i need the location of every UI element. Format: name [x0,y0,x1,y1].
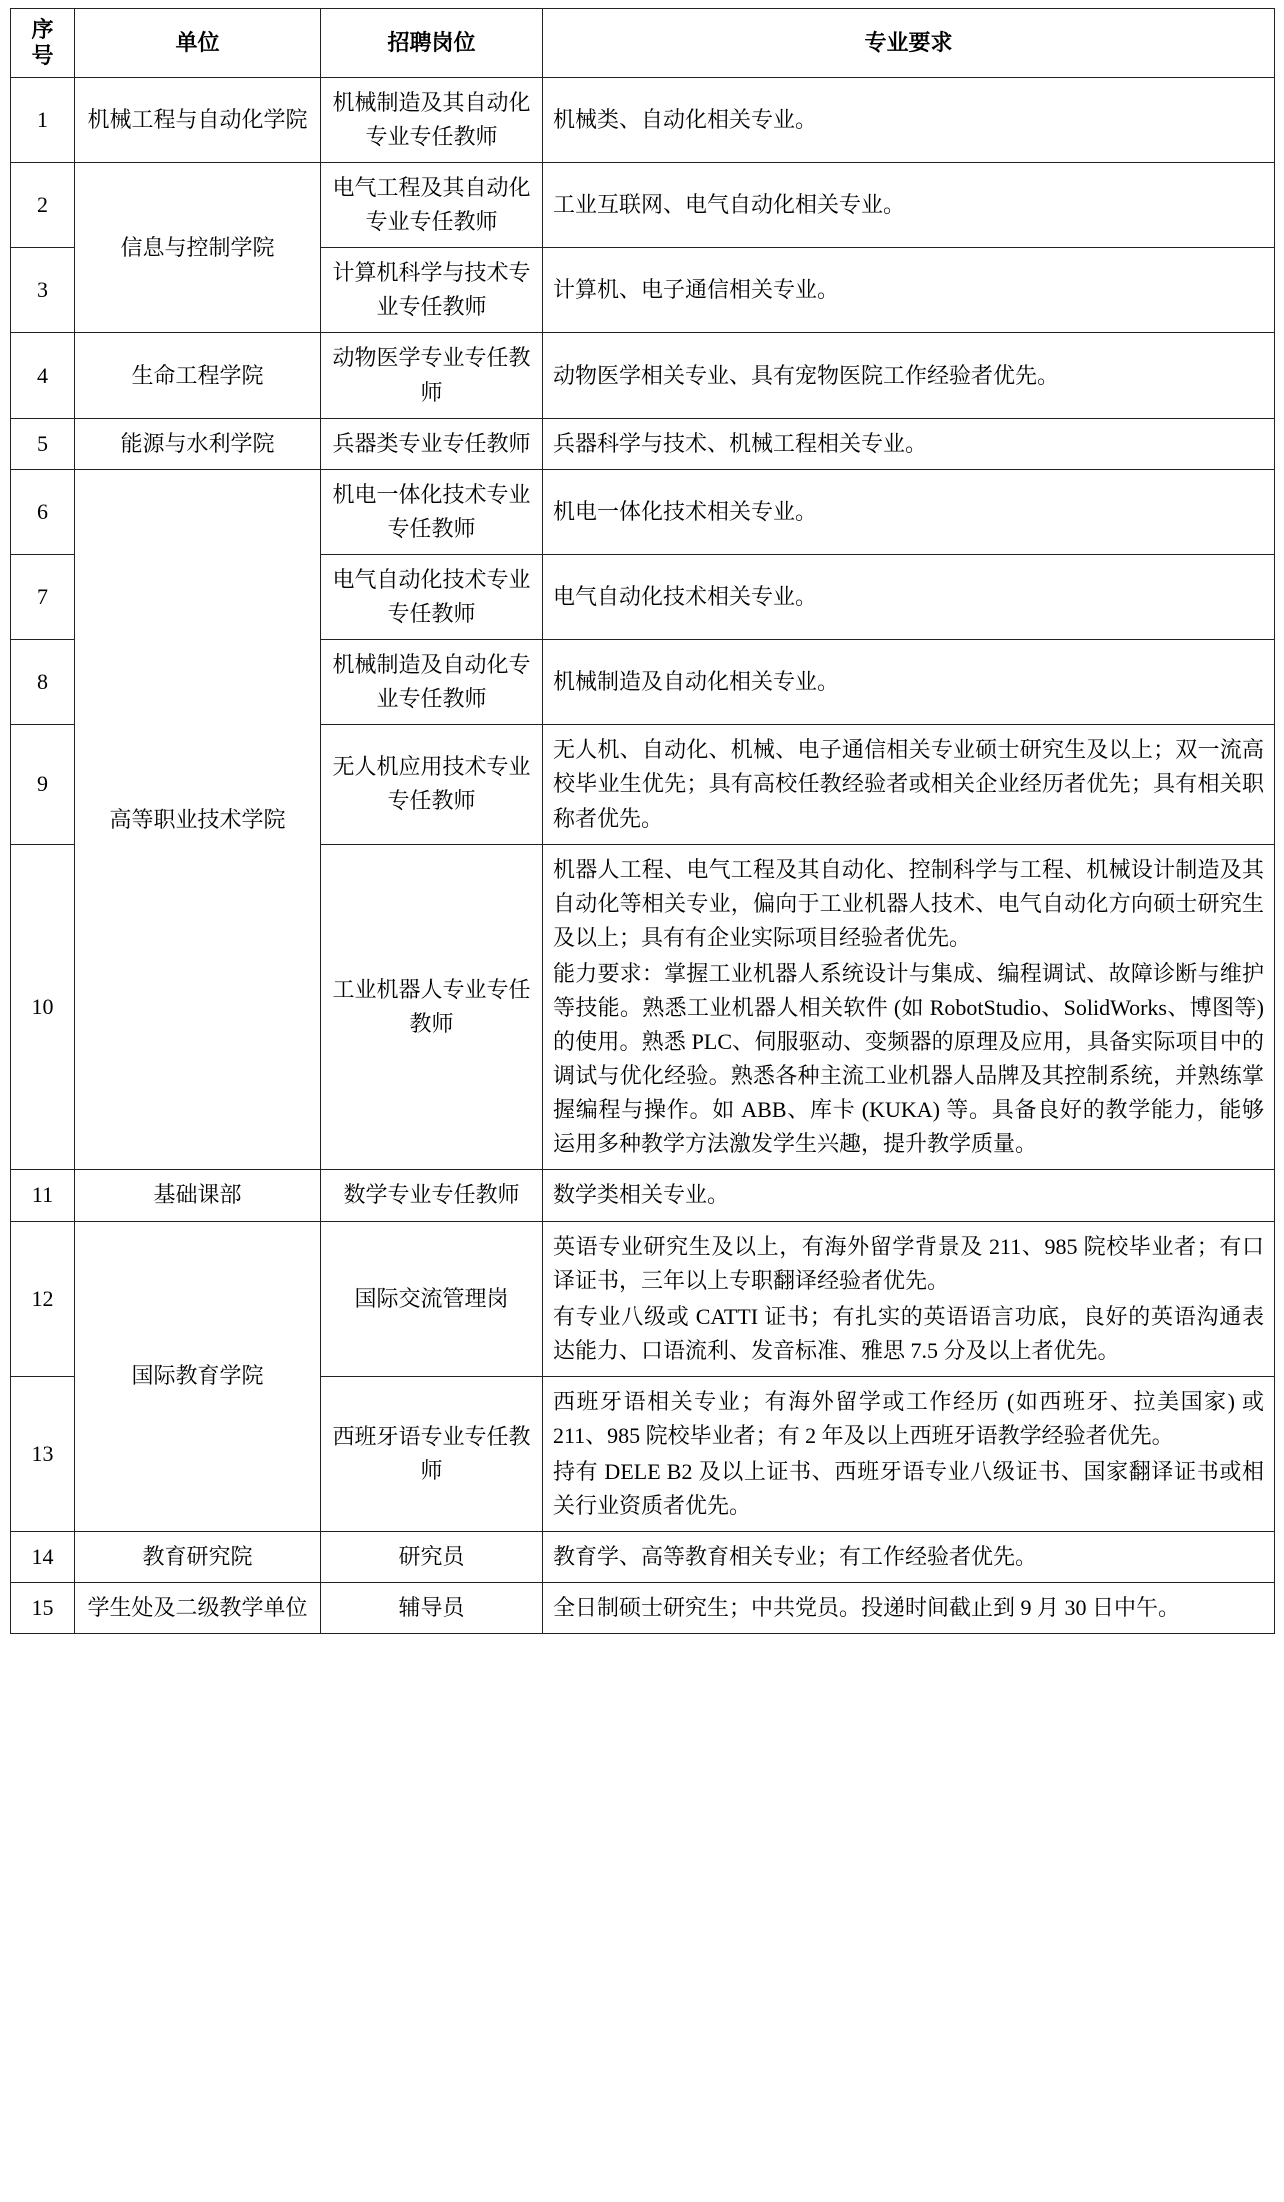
requirement-paragraph: 能力要求：掌握工业机器人系统设计与集成、编程调试、故障诊断与维护等技能。熟悉工业机器人相关软件 (如 RobotStudio、SolidWorks、博图等) 的使用。熟悉 PLC、伺服驱动、变频器的原理及应用，具备实际项目中的调试与优化经验。熟悉各种主流工业机器人品牌及其控制系统，并熟练掌握编程与操作。如 ABB、库卡 (KUKA) 等。具备良好的教学能力，能够运用多种教学方法激发学生兴趣，提升教学质量。 [553,960,1264,1157]
cell-requirement [543,1170,1275,1221]
cell-no: 10 [11,844,75,1170]
column-header-post: 招聘岗位 [321,9,543,78]
recruitment-table [10,8,1275,1634]
requirement-paragraph: 机械制造及自动化相关专业。 [553,669,840,695]
cell-no: 1 [11,77,75,162]
cell-post: 工业机器人专业专任教师 [321,844,543,1170]
cell-unit: 生命工程学院 [75,333,321,418]
cell-no: 2 [11,163,75,248]
requirement-paragraph: 教育学、高等教育相关专业；有工作经验者优先。 [553,1544,1038,1570]
cell-requirement [543,1532,1275,1583]
table-header [11,9,1275,78]
cell-requirement [543,844,1275,1170]
cell-post: 研究员 [321,1532,543,1583]
requirement-paragraph: 有专业八级或 CATTI 证书；有扎实的英语语言功底，良好的英语沟通表达能力、口语流利、发音标准、雅思 7.5 分及以上者优先。 [553,1303,1264,1363]
cell-requirement [543,469,1275,554]
cell-no: 14 [11,1532,75,1583]
cell-unit: 基础课部 [75,1170,321,1221]
cell-no: 7 [11,554,75,639]
requirement-paragraph: 动物医学相关专业、具有宠物医院工作经验者优先。 [553,362,1060,388]
cell-requirement [543,418,1275,469]
cell-unit: 机械工程与自动化学院 [75,77,321,162]
cell-requirement [543,1376,1275,1531]
cell-post: 动物医学专业专任教师 [321,333,543,418]
cell-requirement [543,725,1275,844]
table-header-row [11,9,1275,78]
table-row [11,418,1275,469]
cell-requirement [543,163,1275,248]
table-row [11,469,1275,554]
cell-post: 电气工程及其自动化专业专任教师 [321,163,543,248]
table-row [11,163,1275,248]
cell-post: 辅导员 [321,1583,543,1634]
requirement-paragraph: 持有 DELE B2 及以上证书、西班牙语专业八级证书、国家翻译证书或相关行业资质者优先。 [553,1459,1264,1519]
cell-no: 9 [11,725,75,844]
table-row [11,1221,1275,1376]
table-row [11,1583,1275,1634]
cell-no: 3 [11,248,75,333]
column-header-no-line1: 序 [31,17,54,42]
cell-post: 机械制造及其自动化专业专任教师 [321,77,543,162]
cell-no: 4 [11,333,75,418]
cell-post: 西班牙语专业专任教师 [321,1376,543,1531]
requirement-paragraph: 机器人工程、电气工程及其自动化、控制科学与工程、机械设计制造及其自动化等相关专业，偏向于工业机器人技术、电气自动化方向硕士研究生及以上；具有有企业实际项目经验者优先。 [553,856,1264,950]
cell-unit: 信息与控制学院 [75,163,321,333]
table-row [11,77,1275,162]
cell-requirement [543,333,1275,418]
requirement-paragraph: 机电一体化技术相关专业。 [553,498,818,524]
cell-unit: 高等职业技术学院 [75,469,321,1170]
table-row [11,1170,1275,1221]
cell-no: 12 [11,1221,75,1376]
cell-post: 机械制造及自动化专业专任教师 [321,640,543,725]
cell-no: 6 [11,469,75,554]
cell-no: 11 [11,1170,75,1221]
column-header-no [11,9,75,78]
cell-requirement [543,1221,1275,1376]
requirement-paragraph: 机械类、自动化相关专业。 [553,106,818,132]
requirement-paragraph: 数学类相关专业。 [553,1182,730,1208]
requirement-paragraph: 全日制硕士研究生；中共党员。投递时间截止到 9 月 30 日中午。 [553,1595,1181,1621]
cell-no: 15 [11,1583,75,1634]
requirement-paragraph: 兵器科学与技术、机械工程相关专业。 [553,430,928,456]
cell-unit: 国际教育学院 [75,1221,321,1532]
requirement-paragraph: 英语专业研究生及以上，有海外留学背景及 211、985 院校毕业者；有口译证书，三年以上专职翻译经验者优先。 [553,1233,1264,1293]
requirement-paragraph: 西班牙语相关专业；有海外留学或工作经历 (如西班牙、拉美国家) 或 211、985 院校毕业者；有 2 年及以上西班牙语教学经验者优先。 [553,1388,1264,1448]
cell-post: 兵器类专业专任教师 [321,418,543,469]
requirement-paragraph: 工业互联网、电气自动化相关专业。 [553,192,906,218]
cell-unit: 教育研究院 [75,1532,321,1583]
cell-no: 5 [11,418,75,469]
cell-post: 数学专业专任教师 [321,1170,543,1221]
cell-unit: 能源与水利学院 [75,418,321,469]
requirement-paragraph: 无人机、自动化、机械、电子通信相关专业硕士研究生及以上；双一流高校毕业生优先；具有高校任教经验者或相关企业经历者优先；具有相关职称者优先。 [553,737,1264,831]
table-row [11,333,1275,418]
column-header-requirement: 专业要求 [543,9,1275,78]
cell-post: 计算机科学与技术专业专任教师 [321,248,543,333]
requirement-paragraph: 电气自动化技术相关专业。 [553,583,818,609]
column-header-no-line2: 号 [31,42,54,68]
cell-no: 13 [11,1376,75,1531]
cell-requirement [543,554,1275,639]
cell-requirement [543,1583,1275,1634]
requirement-paragraph: 计算机、电子通信相关专业。 [553,277,840,303]
column-header-unit: 单位 [75,9,321,78]
cell-no: 8 [11,640,75,725]
cell-unit: 学生处及二级教学单位 [75,1583,321,1634]
cell-post: 电气自动化技术专业专任教师 [321,554,543,639]
cell-requirement [543,640,1275,725]
cell-requirement [543,248,1275,333]
cell-requirement [543,77,1275,162]
table-row [11,1532,1275,1583]
table-body [11,77,1275,1634]
cell-post: 国际交流管理岗 [321,1221,543,1376]
cell-post: 无人机应用技术专业专任教师 [321,725,543,844]
cell-post: 机电一体化技术专业专任教师 [321,469,543,554]
